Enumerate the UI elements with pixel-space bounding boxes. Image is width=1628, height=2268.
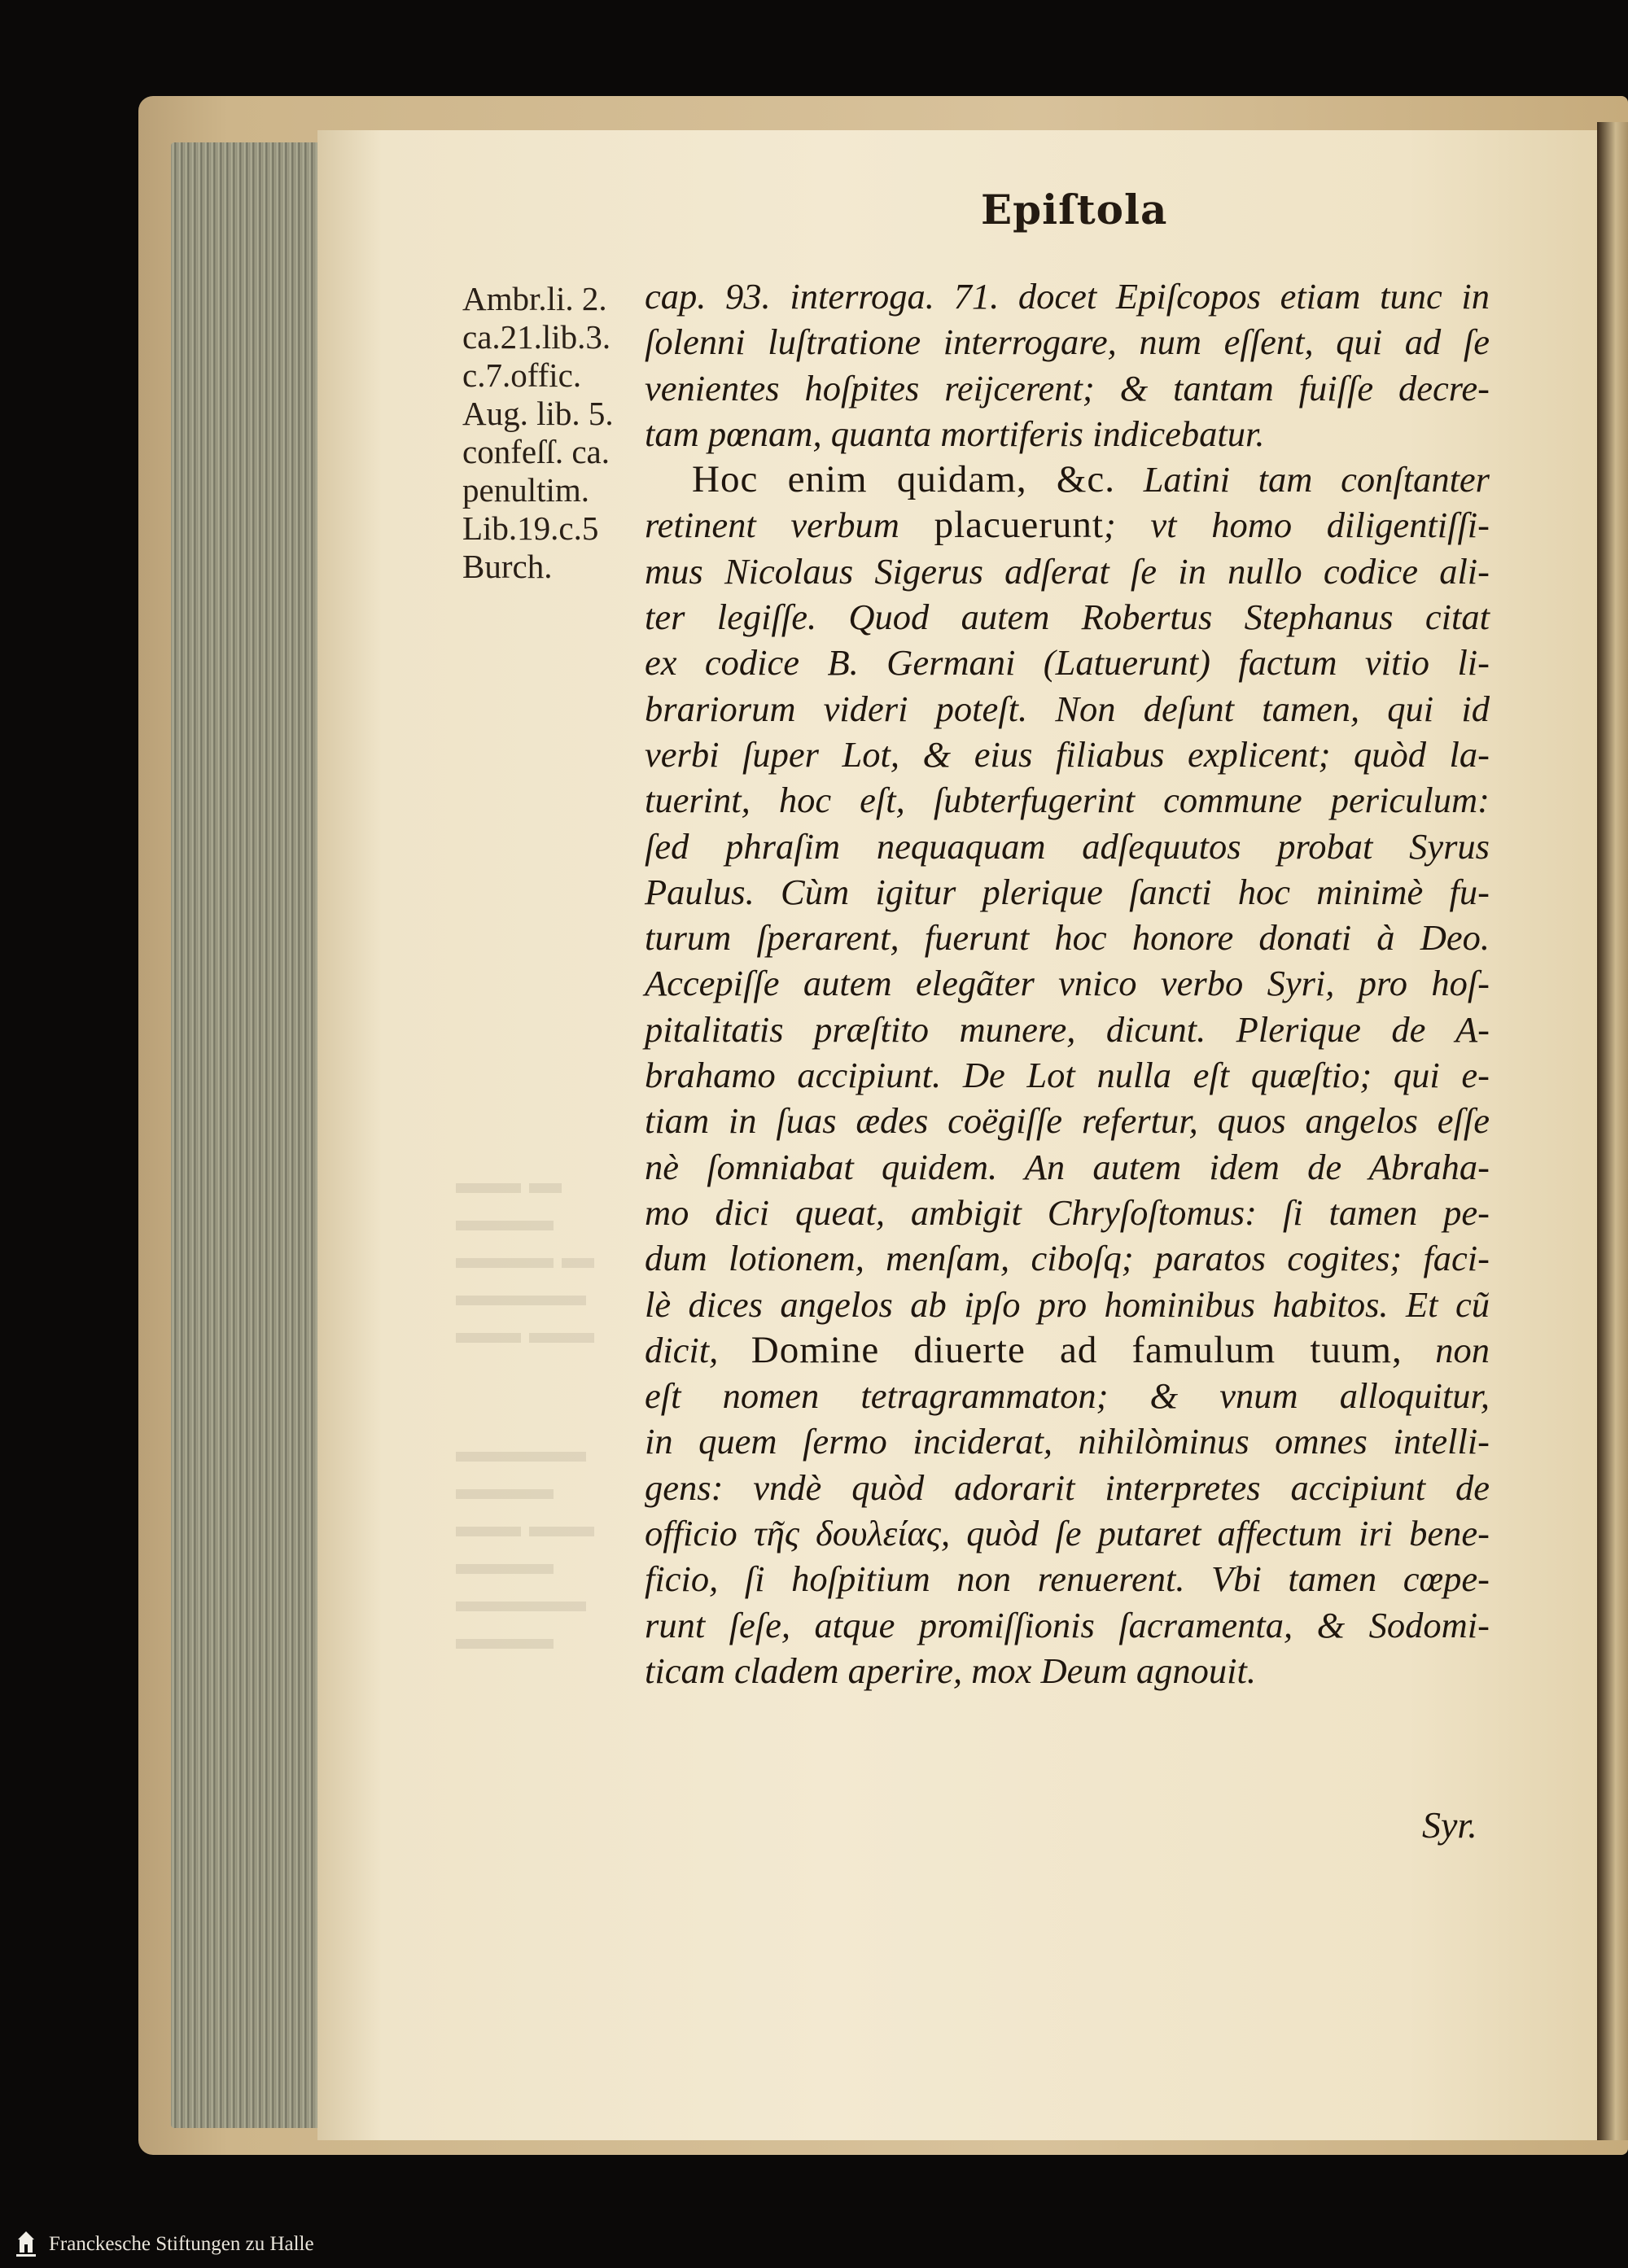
text-line: brahamo accipiunt. De Lot nulla eſt quæſtio; qui e- — [645, 1055, 1490, 1096]
marginal-note: penultim. — [462, 471, 590, 509]
marginal-note: Aug. lib. 5. — [462, 395, 614, 432]
text-line — [645, 502, 1490, 548]
text-line: verbi ſuper Lot, & eius filiabus explicent; quòd la- — [645, 733, 1490, 775]
text-line: nè ſomniabat quidem. An autem idem de Abraha- — [645, 1146, 1490, 1187]
marginal-note: Lib.19.c.5 — [462, 509, 599, 547]
text-line: ſolenni luſtratione interrogare, num eſſent, qui ad ſe — [645, 321, 1490, 363]
text-line: tam pœnam, quanta mortiferis indicebatur. — [645, 413, 1265, 454]
text-line — [645, 1327, 1490, 1373]
running-head: Epiſtola — [981, 186, 1168, 234]
marginal-note: confeſſ. ca. — [462, 433, 610, 470]
footer-bar — [0, 2222, 1628, 2268]
page-gutter — [1597, 122, 1628, 2140]
show-through-ink: ▬▬▬▬ ▬▬▬ ▬▬ ▬▬ ▬▬▬ ▬▬▬▬ ▬▬▬ — [456, 1432, 594, 1656]
text-line: eſt nomen tetragrammaton; & vnum alloquitur, — [645, 1375, 1490, 1417]
page-edges — [171, 142, 330, 2128]
italic-run: ; vt homo diligentiſſi- — [1103, 505, 1490, 546]
text-line: ex codice B. Germani (Latuerunt) factum vitio li- — [645, 642, 1490, 684]
text-line: mo dici queat, ambigit Chryſoſtomus: ſi tamen pe- — [645, 1191, 1490, 1233]
text-line: pitalitatis præſtito munere, dicunt. Plerique de A- — [645, 1008, 1490, 1050]
text-line: Accepiſſe autem elegãter vnico verbo Syri, pro hoſ- — [645, 963, 1490, 1004]
text-line: dum lotionem, menſam, ciboſq; paratos cogites; faci- — [645, 1238, 1490, 1279]
institution-name: Franckesche Stiftungen zu Halle — [49, 2233, 314, 2255]
show-through-ink: ▬▬ ▬ ▬▬▬ ▬▬▬ ▬ ▬▬▬▬ ▬▬ ▬▬ — [456, 1164, 594, 1350]
body-text — [645, 273, 1490, 1693]
text-line: ficio, ſi hoſpitium non renuerent. Vbi tamen cœpe- — [645, 1558, 1490, 1600]
roman-quotation: Hoc enim quidam, &c. — [692, 458, 1116, 501]
marginal-notes — [462, 280, 614, 586]
text-line: Paulus. Cùm igitur plerique ſancti hoc minimè fu- — [645, 871, 1490, 912]
text-line: venientes hoſpites reijcerent; & tantam fuiſſe decre- — [645, 367, 1490, 409]
catchword: Syr. — [1422, 1804, 1477, 1846]
italic-run: retinent verbum — [645, 505, 934, 546]
text-line: in quem ſermo inciderat, nihilòminus omnes intelli- — [645, 1421, 1490, 1462]
text-line: brariorum videri poteſt. Non deſunt tamen, qui id — [645, 688, 1490, 729]
italic-run: Latini tam conſtanter — [1115, 459, 1490, 500]
text-line: ter legiſſe. Quod autem Robertus Stephanus citat — [645, 596, 1490, 638]
text-line — [645, 457, 1490, 502]
orphanage-emblem-icon — [10, 2228, 42, 2261]
text-line: tuerint, hoc eſt, ſubterfugerint commune periculum: — [645, 780, 1490, 821]
text-line: officio τῆς δουλείας, quòd ſe putaret affectum iri bene- — [645, 1513, 1490, 1554]
text-line: ſed phraſim nequaquam adſequutos probat Syrus — [645, 825, 1490, 867]
text-line: turum ſperarent, fuerunt hoc honore donati à Deo. — [645, 917, 1490, 959]
italic-run: non — [1402, 1329, 1490, 1370]
marginal-note: Burch. — [462, 548, 553, 585]
text-line: cap. 93. interroga. 71. docet Epiſcopos etiam tunc in — [645, 276, 1490, 317]
text-line: lè dices angelos ab ipſo pro hominibus habitos. Et cũ — [645, 1283, 1490, 1325]
italic-run: dicit, — [645, 1329, 751, 1370]
roman-quotation: placuerunt — [934, 504, 1104, 547]
text-line: ticam cladem aperire, mox Deum agnouit. — [645, 1650, 1256, 1691]
marginal-note: Ambr.li. 2. — [462, 280, 607, 317]
text-line: gens: vndè quòd adorarit interpretes accipiunt de — [645, 1466, 1490, 1508]
roman-quotation: Domine diuerte ad famulum tuum, — [751, 1328, 1403, 1371]
marginal-note: ca.21.lib.3. — [462, 318, 611, 356]
text-line: runt ſeſe, atque promiſſionis ſacramenta, & Sodomi- — [645, 1604, 1490, 1645]
marginal-note: c.7.offic. — [462, 356, 582, 394]
text-line: tiam in ſuas ædes coëgiſſe refertur, quos angelos eſſe — [645, 1100, 1490, 1142]
text-line: mus Nicolaus Sigerus adſerat ſe in nullo codice ali- — [645, 550, 1490, 592]
